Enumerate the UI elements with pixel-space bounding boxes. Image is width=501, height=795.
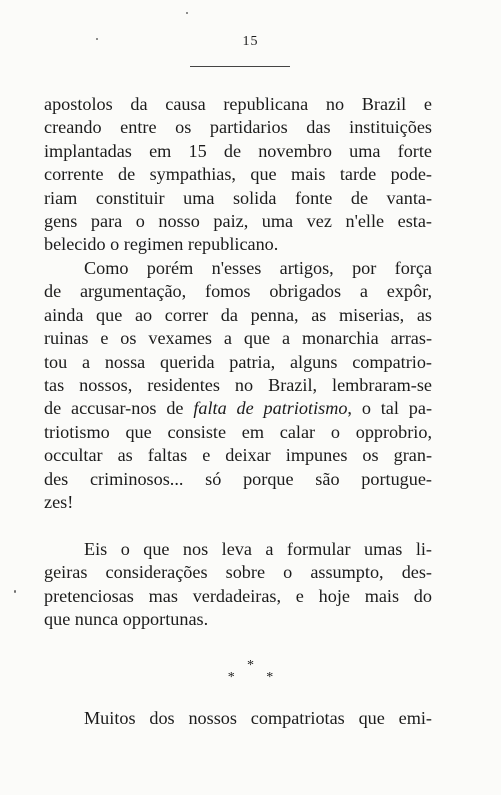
text-line: corrente de sympathias, que mais tarde pode- xyxy=(44,164,432,185)
text-line: de argumentação, fomos obrigados a expôr, xyxy=(44,281,432,302)
text-line: occultar as faltas e deixar impunes os gran- xyxy=(44,445,432,466)
paragraph-2 xyxy=(44,257,432,514)
italic-phrase: falta de patriotismo xyxy=(193,398,348,419)
text-line: gens para o nosso paiz, uma vez n'elle esta- xyxy=(44,211,432,232)
page-number: 15 xyxy=(242,34,259,49)
ink-speck xyxy=(96,38,98,40)
text-line: triotismo que consiste em calar o opprobrio, xyxy=(44,421,432,442)
text-line: riam constituir uma solida fonte de vanta- xyxy=(44,187,432,208)
text-line: tas nossos, residentes no Brazil, lembraram-se xyxy=(44,375,432,396)
paragraph-1 xyxy=(44,93,432,257)
asterism-top: * xyxy=(247,658,254,673)
text-line: ruinas e os vexames a que a monarchia arras- xyxy=(44,328,432,349)
ink-speck xyxy=(186,12,188,14)
text-line: implantadas em 15 de novembro uma forte xyxy=(44,140,432,161)
text-line: belecido o regimen republicano. xyxy=(44,234,279,255)
paragraph-3 xyxy=(44,538,432,632)
asterism-bottom: * * xyxy=(227,670,288,685)
paragraph-4 xyxy=(44,707,432,730)
text-line: Muitos dos nossos compatriotas que emi- xyxy=(84,708,432,728)
text-line: geiras considerações sobre o assumpto, des- xyxy=(44,562,432,583)
text-line: ainda que ao correr da penna, as miserias, as xyxy=(44,304,432,325)
ink-speck xyxy=(14,590,16,593)
text-line: Como porém n'esses artigos, por força xyxy=(84,258,432,278)
text-line: de accusar-nos de falta de patriotismo, o tal pa- xyxy=(44,398,432,419)
header-rule xyxy=(190,66,290,67)
text-line: apostolos da causa republicana no Brazil e xyxy=(44,94,432,114)
text-line: Eis o que nos leva a formular umas li- xyxy=(84,539,432,559)
text-line: creando entre os partidarios das instituições xyxy=(44,117,432,138)
text-line: des criminosos... só porque são portugue- xyxy=(44,468,432,489)
text-line: que nunca opportunas. xyxy=(44,609,209,630)
text-line: zes! xyxy=(44,492,74,513)
text-line: pretenciosas mas verdadeiras, e hoje mais do xyxy=(44,585,432,606)
section-break-asterism xyxy=(0,660,501,684)
text-line: tou a nossa querida patria, alguns compatrio- xyxy=(44,351,432,372)
